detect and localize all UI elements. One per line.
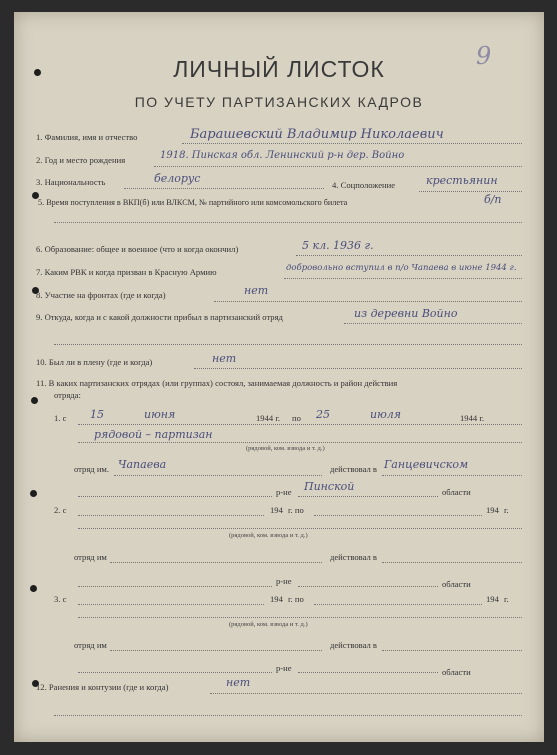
- field-3-label: 3. Национальность: [36, 177, 106, 187]
- period-3-oblast-line: [298, 672, 438, 673]
- period-2-line-a: [78, 515, 264, 516]
- period-2-otrad-line: [110, 562, 322, 563]
- field-6-value: 5 кл. 1936 г.: [302, 239, 374, 252]
- period-1-role: рядовой – партизан: [94, 428, 213, 441]
- period-2-from-year: 194: [270, 505, 283, 515]
- field-4-line: [419, 191, 522, 192]
- form-title: ЛИЧНЫЙ ЛИСТОК: [173, 56, 385, 82]
- field-12-line: [210, 693, 522, 694]
- period-3-line-a: [78, 604, 264, 605]
- field-7-line: [284, 278, 522, 279]
- period-1-oblast-value: Пинской: [304, 480, 355, 493]
- field-2-value: 1918. Пинская обл. Ленинский р-н дер. Войно: [160, 150, 405, 161]
- period-1-oblast-line: [298, 496, 438, 497]
- field-10-label: 10. Был ли в плену (где и когда): [36, 357, 153, 367]
- field-8-value: нет: [244, 284, 269, 297]
- field-10-line: [194, 368, 522, 369]
- period-3-to-g: г.: [504, 594, 509, 604]
- period-3-from-year: 194: [270, 594, 283, 604]
- period-1-from-year: 1944 г.: [256, 413, 281, 423]
- period-3-oblast: области: [442, 667, 471, 677]
- punch-hole: [30, 585, 37, 592]
- period-1-from-month: июня: [144, 408, 176, 421]
- period-1-otrad-line: [114, 475, 322, 476]
- period-3-otrad-line: [110, 650, 322, 651]
- period-2-rayon: р-не: [276, 576, 292, 586]
- field-2-label: 2. Год и место рождения: [36, 155, 126, 165]
- period-2-area-line: [382, 562, 522, 563]
- field-9-value: из деревни Войно: [354, 307, 458, 320]
- period-3-otrad-label: отряд им: [74, 640, 107, 650]
- field-1-line: [182, 143, 522, 144]
- period-3-po: г. по: [288, 594, 304, 604]
- period-3-rayon: р-не: [276, 663, 292, 673]
- field-1-label: 1. Фамилия, имя и отчество: [36, 132, 138, 142]
- period-3-from-label: 3. с: [54, 594, 67, 604]
- period-1-area: Ганцевичском: [384, 458, 469, 471]
- field-4-value: крестьянин: [426, 174, 498, 187]
- period-1-role-line: [78, 442, 522, 443]
- period-3-deistv: действовал в: [330, 640, 377, 650]
- field-5-value: б/п: [484, 193, 502, 206]
- field-1-value: Барашевский Владимир Николаевич: [190, 127, 444, 142]
- period-3-line-b: [314, 604, 482, 605]
- field-5-line: [54, 222, 522, 223]
- period-2-deistv: действовал в: [330, 552, 377, 562]
- punch-hole: [31, 397, 38, 404]
- field-12-value: нет: [226, 676, 251, 689]
- period-1-rayon: р-не: [276, 487, 292, 497]
- field-5-label: 5. Время поступления в ВКП(б) или ВЛКСМ, № партийного или комсомольского билета: [38, 198, 348, 207]
- period-2-role-hint: (рядовой, ком. взвода и т. д.): [229, 532, 308, 539]
- field-11-label-2: отряда:: [54, 390, 81, 400]
- period-2-po: г. по: [288, 505, 304, 515]
- field-9-label: 9. Откуда, когда и с какой должности прибыл в партизанский отряд: [36, 312, 283, 322]
- period-1-from-day: 15: [90, 408, 104, 421]
- period-1-date-line: [78, 424, 522, 425]
- field-6-line: [296, 255, 522, 256]
- field-8-line: [214, 301, 522, 302]
- period-2-oblast: области: [442, 579, 471, 589]
- period-1-po: по: [292, 413, 301, 423]
- period-1-to-month: июля: [370, 408, 402, 421]
- field-12-label: 12. Ранения и контузии (где и когда): [36, 682, 169, 692]
- period-1-to-day: 25: [316, 408, 330, 421]
- period-2-rayon-line: [78, 586, 272, 587]
- field-3-value: белорус: [154, 172, 201, 185]
- period-1-deistv: действовал в: [330, 464, 377, 474]
- field-7-label: 7. Каким РВК и когда призван в Красную Армию: [36, 267, 217, 277]
- field-3-line: [124, 188, 324, 189]
- period-1-from-label: 1. с: [54, 413, 67, 423]
- period-3-area-line: [382, 650, 522, 651]
- field-9-line: [344, 323, 522, 324]
- field-4-label: 4. Соцположение: [332, 180, 396, 190]
- period-3-role-line: [78, 617, 522, 618]
- field-9-line-2: [54, 344, 522, 345]
- field-6-label: 6. Образование: общее и военное (что и когда окончил): [36, 244, 239, 254]
- field-11-label: 11. В каких партизанских отрядах (или группах) состоял, занимаемая должность и район действия: [36, 378, 398, 388]
- period-2-line-b: [314, 515, 482, 516]
- period-2-from-label: 2. с: [54, 505, 67, 515]
- period-1-to-year: 1944 г.: [460, 413, 485, 423]
- field-2-line: [154, 166, 522, 167]
- period-1-otrad: Чапаева: [118, 458, 167, 471]
- field-10-value: нет: [212, 352, 237, 365]
- period-1-otrad-label: отряд им.: [74, 464, 110, 474]
- field-8-label: 8. Участие на фронтах (где и когда): [36, 290, 166, 300]
- period-1-role-hint: (рядовой, ком. взвода и т. д.): [246, 445, 325, 452]
- period-3-rayon-line: [78, 672, 272, 673]
- period-1-area-line: [382, 475, 522, 476]
- period-1-rayon-line: [78, 496, 272, 497]
- period-3-to-year: 194: [486, 594, 499, 604]
- punch-hole: [34, 69, 41, 76]
- period-2-to-year: 194: [486, 505, 499, 515]
- period-3-role-hint: (рядовой, ком. взвода и т. д.): [229, 621, 308, 628]
- field-7-value: добровольно вступил в п/о Чапаева в июне 1944 г.: [286, 263, 517, 273]
- page-number-handwritten: 9: [476, 42, 492, 70]
- period-2-oblast-line: [298, 586, 438, 587]
- period-2-otrad-label: отряд им: [74, 552, 107, 562]
- punch-hole: [30, 490, 37, 497]
- form-subtitle: ПО УЧЕТУ ПАРТИЗАНСКИХ КАДРОВ: [134, 94, 424, 110]
- field-12-line-2: [54, 715, 522, 716]
- period-2-to-g: г.: [504, 505, 509, 515]
- period-1-oblast: области: [442, 487, 471, 497]
- period-2-role-line: [78, 528, 522, 529]
- personal-record-sheet: [14, 12, 544, 742]
